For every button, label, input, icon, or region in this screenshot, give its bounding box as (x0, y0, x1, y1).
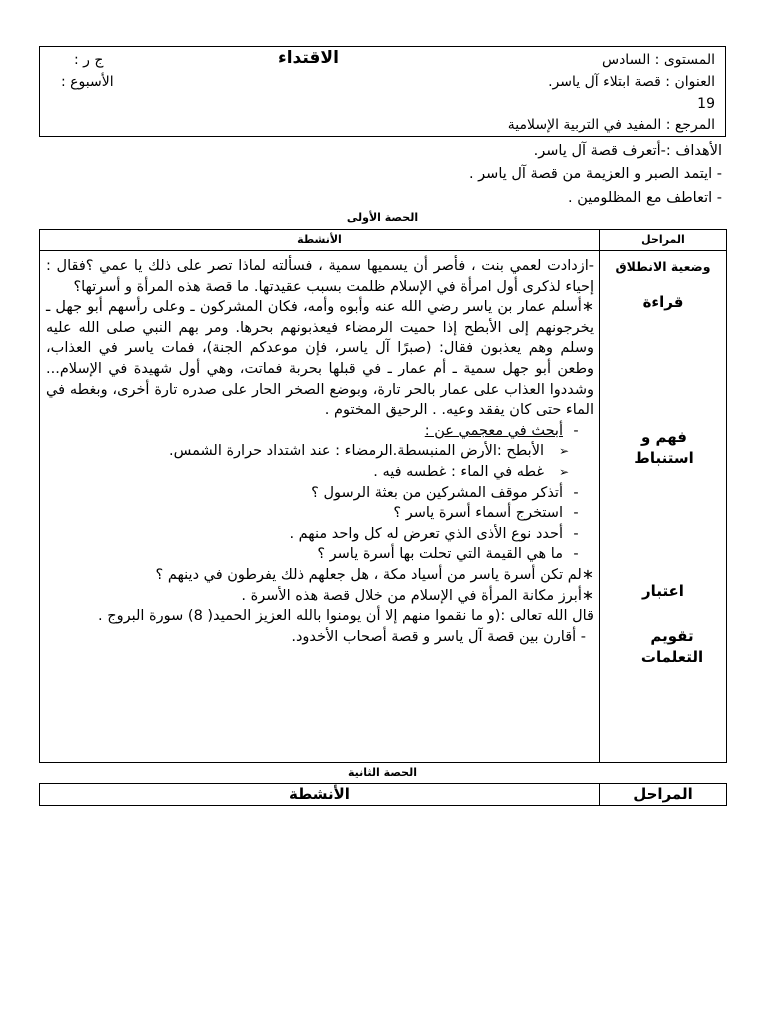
col-stages-header: المراحل (633, 785, 693, 803)
vocab-item (46, 462, 594, 483)
dictionary-heading-row (46, 421, 594, 442)
stage-comprehension: فهم و استنباط (634, 428, 694, 467)
question-text: أتذكر موقف المشركين من بعثة الرسول ؟ (311, 484, 563, 501)
reflection-question (46, 565, 594, 586)
col-stages-header: المراحل (641, 233, 685, 246)
header-divider (40, 250, 726, 251)
subject-label: العنوان : قصة ابتلاء آل ياسر. (548, 74, 715, 90)
question-text: أحدد نوع الأذى الذي تعرض له كل واحد منهم . (289, 525, 563, 542)
question-item (46, 524, 594, 545)
activities-content (46, 256, 594, 647)
dash-bullet: - (573, 546, 579, 563)
star-bullet: ∗ (581, 587, 594, 604)
week-number: 19 (697, 96, 715, 112)
lesson-title: الاقتداء (278, 48, 339, 68)
assessment-text: أبرز مكانة المرأة في الإسلام من خلال قصة هذه الأسرة . (241, 587, 582, 604)
stage-reading: قراءة (642, 293, 684, 311)
dictionary-heading: أبحث في معجمي عن : (424, 422, 563, 439)
compare-task: - أقارن بين قصة آل ياسر و قصة أصحاب الأخدود. (291, 628, 586, 645)
col-activities-header: الأنشطة (289, 785, 350, 803)
stage-assessment: تقويم التعلمات (640, 627, 704, 666)
session1-table (39, 229, 727, 763)
arrow-bullet-icon: ➢ (558, 444, 570, 459)
session1-title: الحصة الأولى (346, 211, 419, 224)
objective-item: - اتعاطف مع المظلومين . (568, 190, 722, 206)
stage-reflection: اعتبار (642, 582, 684, 600)
col-activities-header: الأنشطة (297, 233, 342, 246)
session2-table (39, 783, 727, 806)
dash-bullet: - (573, 505, 579, 522)
arrow-bullet-icon: ➢ (558, 464, 570, 479)
question-item (46, 544, 594, 565)
star-bullet: ∗ (581, 566, 594, 583)
quran-verse: قال الله تعالى :(و ما نقموا منهم إلا أن يومنوا بالله العزيز الحميد( 8) سورة البروج . (98, 608, 594, 625)
reference-label: المرجع : المفيد في التربية الإسلامية (507, 117, 715, 133)
objective-item: - ايتمد الصبر و العزيمة من قصة آل ياسر . (468, 166, 722, 182)
story-text: أسلم عمار بن ياسر رضي الله عنه وأبوه وأمه، فكان المشركون ـ وعلى رأسهم أبو جهل ـ يخرجونهم إلى الأبطح إذا حميت الرمضاء فيعذبونهم بحرها. ومر بهم النبي صلى الله عليه وسلم وهم يعذبون فقال: (صبرًا آل ياسر، فإن موعدكم الجنة)، فمات ياسر في العذاب، وطعن أبو جهل سمية ـ أم عمار ـ في قبلها بحربة فماتت، وهي أول شهيدة في الإسلام... وشددوا العذاب على عمار بالحر تارة، وبوضع الصخر الحار على صدره تارة أخرى، وبغطه في الماء حتى كان يفقد وعيه. . الرحيق المختوم . (46, 299, 594, 419)
week-label: الأسبوع : (61, 74, 114, 90)
question-text: استخرج أسماء أسرة ياسر ؟ (393, 505, 563, 522)
story-paragraph (46, 297, 594, 421)
reflection-text: لم تكن أسرة ياسر من أسياد مكة ، هل جعلهم ذلك يفرطون في دينهم ؟ (155, 566, 582, 583)
vocab-text: الأبطح :الأرض المنبسطة.الرمضاء : عند اشتداد حرارة الشمس. (168, 443, 544, 460)
session-code: ج ر : (74, 52, 104, 68)
level-label: المستوى : السادس (601, 52, 715, 68)
dash-bullet: - (573, 484, 579, 501)
vocab-item (46, 441, 594, 462)
star-bullet: ∗ (581, 299, 594, 316)
question-text: ما هي القيمة التي تحلت بها أسرة ياسر ؟ (317, 546, 563, 563)
vocab-text: غطه في الماء : غطسه فيه . (373, 463, 544, 480)
dash-bullet: - (573, 525, 579, 542)
objectives-heading: الأهداف :-أتعرف قصة آل ياسر. (533, 143, 722, 159)
question-item (46, 483, 594, 504)
stage-launch: وضعية الانطلاق (615, 259, 711, 274)
question-item (46, 503, 594, 524)
assessment-task (46, 586, 594, 607)
intro-paragraph: -ازدادت لعمي بنت ، فأصر أن يسميها سمية ، فسألته لماذا تصر على ذلك يا عمي ؟فقال : إحياء لذكرى أول امرأة في الإسلام ظلمت بسبب عقيدتها. ما قصة هذه المرأة و أسرتها؟ (46, 258, 594, 295)
dash-bullet: - (573, 422, 579, 439)
session2-title: الحصة الثانية (348, 766, 417, 779)
lesson-header (39, 46, 726, 137)
